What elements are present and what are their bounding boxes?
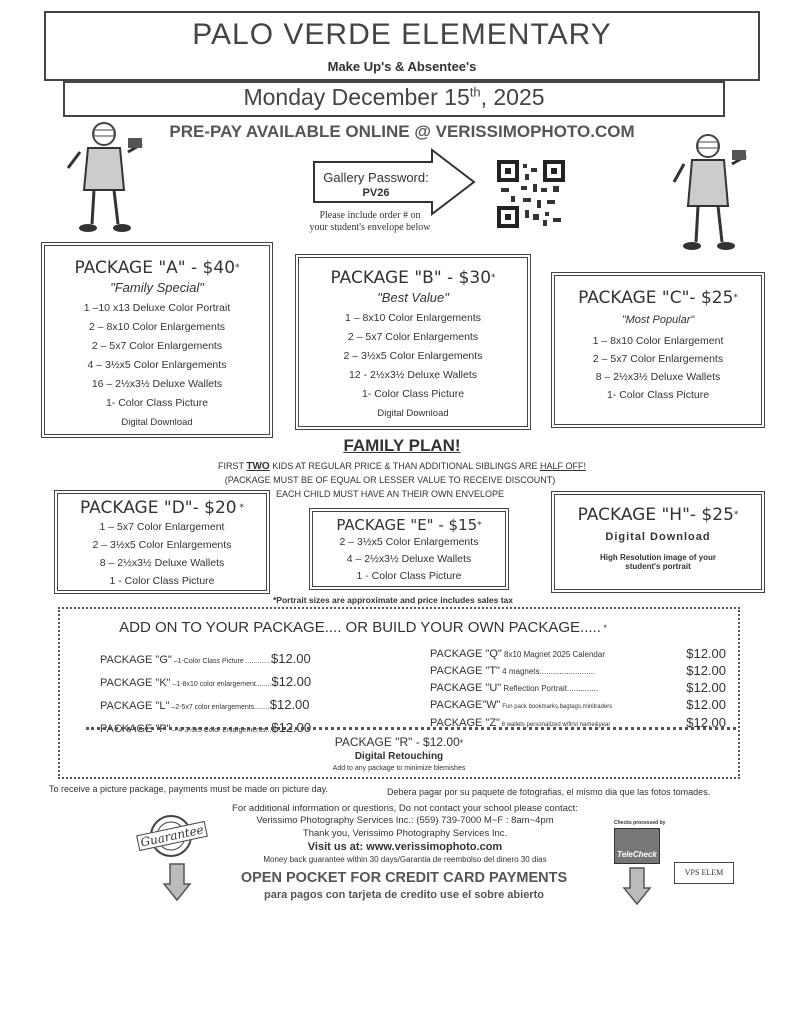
qr-code-icon[interactable] <box>497 160 565 228</box>
package-c-card <box>551 272 765 428</box>
credit-card-es: para pagos con tarjeta de credito use el sobre abierto <box>264 889 544 901</box>
down-arrow-icon <box>162 862 192 902</box>
date-sup: th <box>469 84 481 100</box>
addon-divider <box>86 727 736 730</box>
package-d-item: 1 - Color Class Picture <box>109 575 215 587</box>
family-plan-line-2: (PACKAGE MUST BE OF EQUAL OR LESSER VALUE TO RECEIVE DISCOUNT) <box>224 475 556 485</box>
addon-right-list <box>430 646 726 733</box>
package-b-title: PACKAGE "B" - $30* <box>330 268 496 288</box>
telecheck-label: TeleCheck <box>617 850 657 859</box>
package-c-item: 1 – 8x10 Color Enlargement <box>592 335 724 347</box>
package-d-item: 8 – 2½x3½ Deluxe Wallets <box>99 557 225 569</box>
package-b-item: 2 – 3½x5 Color Enlargements <box>343 350 483 362</box>
package-h-card <box>551 491 765 593</box>
family-plan-title: FAMILY PLAN! <box>343 436 461 455</box>
package-r-note: Add to any package to minimize blemishes <box>332 765 466 772</box>
school-title: PALO VERDE ELEMENTARY <box>192 18 612 51</box>
package-a-item: 2 – 5x7 Color Enlargements <box>91 340 223 352</box>
gallery-note-2: your student's envelope below <box>309 222 431 233</box>
addon-item: PACKAGE "G" –1-Color Class Picture .............$12.00 <box>100 651 311 666</box>
guarantee-text: Money back guarantee within 30 days/Garantia de reembolso del dinero 30 dias <box>263 855 547 864</box>
package-d-title: PACKAGE "D"- $20 * <box>80 498 244 518</box>
package-b-item: 2 – 5x7 Color Enlargements <box>347 331 479 343</box>
package-e-item: 1 - Color Class Picture <box>356 570 462 582</box>
portrait-note: *Portrait sizes are approximate and price includes sales tax <box>273 595 513 605</box>
telecheck-logo <box>614 828 660 864</box>
package-h-subtitle: Digital Download <box>605 531 711 543</box>
package-b-item: 12 - 2½x3½ Deluxe Wallets <box>348 369 477 381</box>
package-d-item: 2 – 3½x5 Color Enlargements <box>92 539 232 551</box>
package-c-item: 2 – 5x7 Color Enlargements <box>592 353 724 365</box>
package-a-item: 2 – 8x10 Color Enlargements <box>89 321 225 333</box>
package-c-subtitle: "Most Popular" <box>621 314 695 326</box>
package-e-title: PACKAGE "E" - $15* <box>336 516 482 534</box>
vps-elem-box: VPS ELEM <box>674 862 734 884</box>
addon-item: PACKAGE "T" 4 magnets......................... $12.00 <box>430 663 726 678</box>
date-year: , 2025 <box>480 84 545 110</box>
info-line-1: For additional information or questions, Do not contact your school please contact: <box>232 803 578 814</box>
info-line-2: Verissimo Photography Services Inc.: (559) 739-7000 M~F : 8am~4pm <box>256 815 554 826</box>
receive-es: Debera pagar por su paquete de fotografias, el mismo dia que las fotos tomades. <box>387 787 711 797</box>
package-a-item: 1- Color Class Picture <box>105 397 209 409</box>
addon-left-list <box>100 651 311 739</box>
website-link[interactable]: www.verissimophoto.com <box>366 841 503 853</box>
package-b-card <box>295 254 531 430</box>
package-a-item: 16 – 2½x3½ Deluxe Wallets <box>91 378 223 390</box>
package-b-item: Digital Download <box>377 408 449 419</box>
package-r-title: PACKAGE "R" - $12.00* <box>334 735 464 749</box>
package-h-item: High Resolution image of your <box>599 553 716 562</box>
package-a-item: Digital Download <box>121 417 193 428</box>
visit-line: Visit us at: www.verissimophoto.com <box>307 841 503 853</box>
guarantee-badge <box>133 814 209 860</box>
package-b-item: 1 – 8x10 Color Enlargements <box>345 312 481 324</box>
addon-item: PACKAGE "Q" 8x10 Magnet 2025 Calendar $12.00 <box>430 646 726 661</box>
package-a-title: PACKAGE "A" - $40* <box>74 258 240 278</box>
date <box>63 84 725 111</box>
gallery-note-1: Please include order # on <box>319 210 421 221</box>
addon-item: PACKAGE "P" – 4-3½x5 Color Enlargements...$12.00 <box>100 720 312 735</box>
package-a-card <box>41 242 273 438</box>
telecheck-top: Checks processed by <box>614 820 666 826</box>
info-line-3: Thank you, Verissimo Photography Services Inc. <box>302 828 508 839</box>
gallery-password: PV26 <box>362 187 390 199</box>
addon-title: ADD ON TO YOUR PACKAGE.... OR BUILD YOUR OWN PACKAGE..... * <box>119 619 607 636</box>
prepay-text: PRE-PAY AVAILABLE ONLINE @ VERISSIMOPHOTO.COM <box>169 122 635 141</box>
package-d-item: 1 – 5x7 Color Enlargement <box>99 521 225 533</box>
package-h-item: student's portrait <box>625 562 691 571</box>
package-c-item: 8 – 2½x3½ Deluxe Wallets <box>595 371 721 383</box>
package-r-subtitle: Digital Retouching <box>354 751 444 762</box>
package-a-subtitle: "Family Special" <box>110 280 204 295</box>
package-b-subtitle: "Best Value" <box>377 290 449 305</box>
addon-item: PACKAGE "L" –2-5x7 color enlargements........$12.00 <box>100 697 310 712</box>
package-e-card <box>309 508 509 590</box>
addon-item: PACKAGE "Z" 8 wallets personalized w/first name&year $12.00 <box>430 715 726 730</box>
photographer-right-image <box>670 130 750 256</box>
receive-en: To receive a picture package, payments must be made on picture day. <box>49 784 328 794</box>
subtitle: Make Up's & Absentee's <box>327 59 477 74</box>
package-e-item: 2 – 3½x5 Color Enlargements <box>339 536 479 548</box>
addon-item: PACKAGE "U" Reflection Portrait.............. $12.00 <box>430 680 726 695</box>
gallery-label: Gallery Password: <box>323 170 429 185</box>
package-c-item: 1- Color Class Picture <box>606 389 710 401</box>
addon-item: PACKAGE"W" Fun pack bookmarks,bagtags,minitraders $12.00 <box>430 697 726 712</box>
photographer-left-image <box>66 118 146 236</box>
family-plan-line-1: FIRST TWO KIDS AT REGULAR PRICE & THAN ADDITIONAL SIBLINGS ARE HALF OFF! <box>218 461 586 472</box>
down-arrow-icon <box>622 866 652 906</box>
package-a-item: 1 –10 x13 Deluxe Color Portrait <box>83 302 231 314</box>
package-c-title: PACKAGE "C"- $25* <box>578 288 738 308</box>
credit-card-en: OPEN POCKET FOR CREDIT CARD PAYMENTS <box>240 870 568 886</box>
package-e-item: 4 – 2½x3½ Deluxe Wallets <box>346 553 472 565</box>
addon-item: PACKAGE "K" –1-8x10 color enlargement........$12.00 <box>100 674 312 689</box>
package-a-item: 4 – 3½x5 Color Enlargements <box>87 359 227 371</box>
date-main: Monday December 15 <box>243 84 470 110</box>
guarantee-label: Guarantee <box>136 821 208 851</box>
package-b-item: 1- Color Class Picture <box>361 388 465 400</box>
family-plan-line-3: EACH CHILD MUST HAVE AN THEIR OWN ENVELOPE <box>275 489 505 499</box>
package-h-title: PACKAGE "H"- $25* <box>577 505 739 525</box>
package-d-card <box>54 490 270 594</box>
